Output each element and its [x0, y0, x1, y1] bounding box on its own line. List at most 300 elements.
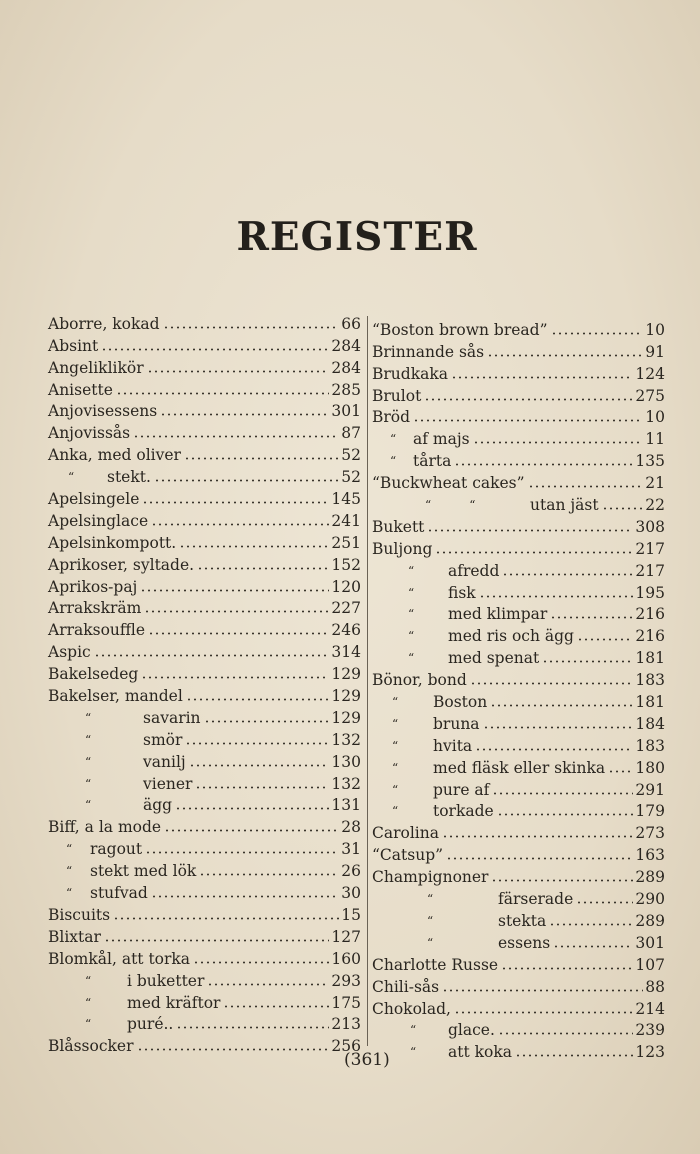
ditto-mark: “: [85, 995, 92, 1010]
ditto-mark: “ “: [425, 498, 476, 513]
dot-leader: [479, 595, 634, 598]
ditto-mark: “: [392, 695, 399, 710]
dot-leader: [140, 589, 329, 592]
entry-label: Anka, med oliver: [48, 446, 181, 465]
entry-page-number: 183: [635, 671, 665, 690]
index-entry: [372, 1018, 665, 1040]
entry-label: Aprikos-paj: [48, 577, 138, 596]
index-entry: [48, 442, 361, 464]
dot-leader: [101, 348, 329, 351]
entry-page-number: 180: [635, 758, 665, 777]
entry-label: Chokolad,: [372, 999, 451, 1018]
entry-page-number: 131: [331, 796, 361, 815]
entry-label: ägg: [143, 796, 173, 815]
ditto-mark: “: [427, 913, 434, 928]
entry-label: Arrakskräm: [48, 599, 142, 618]
ditto-mark: “: [66, 886, 73, 901]
dot-leader: [577, 638, 633, 641]
entry-page-number: 10: [645, 320, 665, 339]
entry-label: Bukett: [372, 517, 425, 536]
index-entry: [372, 996, 665, 1018]
entry-label: torkade: [433, 802, 494, 821]
index-entry: [48, 464, 361, 486]
index-entry: [372, 470, 665, 492]
index-entry: [48, 552, 361, 574]
index-entry: [372, 580, 665, 602]
index-entry: [48, 1033, 361, 1055]
entry-label: viener: [143, 774, 193, 793]
entry-page-number: 301: [635, 933, 665, 952]
index-entry: [48, 749, 361, 771]
ditto-mark: “: [66, 864, 73, 879]
page-number: (361): [344, 1050, 390, 1070]
ditto-mark: “: [410, 1023, 417, 1038]
entry-page-number: 217: [635, 561, 665, 580]
dot-leader: [553, 945, 633, 948]
index-entry: [48, 574, 361, 596]
entry-page-number: 284: [331, 336, 361, 355]
dot-leader: [193, 961, 329, 964]
ditto-mark: “: [390, 432, 397, 447]
index-entry: [48, 727, 361, 749]
entry-label: Bakelser, mandel: [48, 687, 183, 706]
ditto-mark: “: [392, 716, 399, 731]
entry-label: utan jäst: [530, 496, 599, 515]
ditto-mark: “: [408, 563, 415, 578]
entry-page-number: 129: [331, 687, 361, 706]
dot-leader: [133, 435, 339, 438]
dot-leader: [475, 748, 633, 751]
index-entry: [48, 880, 361, 902]
index-entry: [48, 836, 361, 858]
index-entry: [48, 508, 361, 530]
entry-label: att koka: [448, 1043, 512, 1062]
index-entry: [372, 492, 665, 514]
index-entry: [48, 355, 361, 377]
index-entry: [372, 317, 665, 339]
index-entry: [372, 733, 665, 755]
entry-page-number: 256: [331, 1037, 361, 1056]
dot-leader: [551, 332, 644, 335]
ditto-mark: “: [85, 1017, 92, 1032]
entry-page-number: 291: [635, 780, 665, 799]
entry-label: Bröd: [372, 408, 411, 427]
entry-label: färserade: [498, 890, 574, 909]
ditto-mark: “: [408, 607, 415, 622]
entry-label: Anisette: [48, 380, 113, 399]
entry-label: Bakelsedeg: [48, 665, 139, 684]
dot-leader: [185, 742, 329, 745]
ditto-mark: “: [408, 629, 415, 644]
entry-label: Apelsinkompott.: [48, 533, 177, 552]
entry-page-number: 91: [645, 342, 665, 361]
index-entry: [372, 711, 665, 733]
index-entry: [48, 530, 361, 552]
entry-label: Biff, a la mode: [48, 818, 162, 837]
index-entry: [48, 924, 361, 946]
dot-leader: [451, 376, 633, 379]
index-entry: [372, 602, 665, 624]
entry-label: Apelsingele: [48, 490, 140, 509]
dot-leader: [491, 879, 633, 882]
index-entry: [372, 339, 665, 361]
entry-page-number: 239: [635, 1021, 665, 1040]
index-entry: [372, 755, 665, 777]
entry-page-number: 127: [331, 927, 361, 946]
dot-leader: [502, 573, 633, 576]
dot-leader: [116, 392, 330, 395]
index-entry: [48, 377, 361, 399]
entry-page-number: 145: [331, 490, 361, 509]
entry-page-number: 181: [635, 693, 665, 712]
index-entry: [372, 536, 665, 558]
dot-leader: [483, 726, 634, 729]
index-entry: [372, 623, 665, 645]
entry-page-number: 184: [635, 714, 665, 733]
index-entry: [48, 311, 361, 333]
index-entry: [372, 645, 665, 667]
dot-leader: [204, 720, 330, 723]
index-entry: [48, 946, 361, 968]
dot-leader: [473, 441, 644, 444]
dot-leader: [442, 835, 633, 838]
entry-page-number: 107: [635, 955, 665, 974]
ditto-mark: “: [85, 776, 92, 791]
entry-label: ragout: [90, 840, 143, 859]
index-entry: [372, 930, 665, 952]
entry-page-number: 175: [331, 993, 361, 1012]
entry-label: puré..: [127, 1015, 174, 1034]
entry-label: Aspic: [48, 643, 91, 662]
entry-label: stekt.: [107, 468, 151, 487]
dot-leader: [497, 813, 634, 816]
index-entry: [372, 361, 665, 383]
dot-leader: [137, 1048, 330, 1051]
index-entry: [48, 661, 361, 683]
entry-page-number: 129: [331, 665, 361, 684]
entry-label: “Boston brown bread”: [372, 320, 548, 339]
dot-leader: [427, 529, 633, 532]
index-entry: [372, 820, 665, 842]
dot-leader: [164, 829, 339, 832]
column-divider: [367, 316, 368, 1046]
dot-leader: [492, 792, 633, 795]
entry-label: Aprikoser, syltade.: [48, 555, 195, 574]
entry-page-number: 301: [331, 402, 361, 421]
entry-page-number: 289: [635, 868, 665, 887]
entry-page-number: 26: [341, 862, 361, 881]
index-entry: [48, 705, 361, 727]
index-entry: [48, 771, 361, 793]
entry-label: “Catsup”: [372, 846, 444, 865]
index-entry: [48, 902, 361, 924]
index-entry: [372, 799, 665, 821]
entry-label: med kräftor: [127, 993, 221, 1012]
index-entry: [372, 864, 665, 886]
entry-page-number: 314: [331, 643, 361, 662]
index-entry: [48, 793, 361, 815]
entry-page-number: 293: [331, 971, 361, 990]
dot-leader: [175, 807, 329, 810]
index-entry: [372, 1039, 665, 1061]
dot-leader: [197, 567, 329, 570]
entry-page-number: 52: [341, 446, 361, 465]
ditto-mark: “: [392, 782, 399, 797]
entry-page-number: 160: [331, 949, 361, 968]
dot-leader: [207, 983, 329, 986]
entry-page-number: 135: [635, 452, 665, 471]
entry-label: “Buckwheat cakes”: [372, 474, 525, 493]
entry-label: Blixtar: [48, 927, 101, 946]
entry-label: af majs: [413, 430, 470, 449]
entry-page-number: 10: [645, 408, 665, 427]
index-entry: [48, 399, 361, 421]
entry-page-number: 216: [635, 627, 665, 646]
entry-page-number: 183: [635, 736, 665, 755]
entry-page-number: 31: [341, 840, 361, 859]
entry-page-number: 124: [635, 364, 665, 383]
entry-page-number: 132: [331, 730, 361, 749]
dot-leader: [186, 698, 330, 701]
index-entry: [48, 333, 361, 355]
entry-page-number: 181: [635, 649, 665, 668]
dot-leader: [147, 370, 330, 373]
index-entry: [48, 814, 361, 836]
entry-label: Apelsinglace: [48, 511, 149, 530]
entry-page-number: 285: [331, 380, 361, 399]
dot-leader: [104, 939, 329, 942]
entry-label: Aborre, kokad: [48, 314, 160, 333]
ditto-mark: “: [392, 738, 399, 753]
entry-page-number: 11: [645, 430, 665, 449]
dot-leader: [501, 967, 633, 970]
entry-page-number: 213: [331, 1015, 361, 1034]
entry-label: tårta: [413, 452, 452, 471]
index-entry: [372, 974, 665, 996]
dot-leader: [184, 457, 339, 460]
entry-label: Anjovissås: [48, 424, 131, 443]
index-entry: [372, 842, 665, 864]
dot-leader: [151, 895, 339, 898]
ditto-mark: “: [408, 585, 415, 600]
dot-leader: [515, 1054, 633, 1057]
index-entry: [372, 405, 665, 427]
ditto-mark: “: [85, 732, 92, 747]
ditto-mark: “: [408, 651, 415, 666]
entry-label: i buketter: [127, 971, 205, 990]
dot-leader: [424, 398, 633, 401]
entry-label: stufvad: [90, 884, 148, 903]
dot-leader: [142, 501, 329, 504]
dot-leader: [608, 770, 633, 773]
ditto-mark: “: [427, 892, 434, 907]
entry-label: fisk: [448, 583, 476, 602]
index-entry: [48, 1012, 361, 1034]
entry-page-number: 216: [635, 605, 665, 624]
entry-label: Boston: [433, 693, 488, 712]
dot-leader: [490, 704, 633, 707]
entry-label: pure af: [433, 780, 490, 799]
index-entry: [48, 683, 361, 705]
entry-page-number: 120: [331, 577, 361, 596]
entry-page-number: 273: [635, 824, 665, 843]
entry-page-number: 275: [635, 386, 665, 405]
ditto-mark: “: [392, 760, 399, 775]
entry-page-number: 130: [331, 752, 361, 771]
entry-page-number: 21: [645, 474, 665, 493]
entry-label: stekt med lök: [90, 862, 197, 881]
index-entry: [48, 990, 361, 1012]
entry-label: essens: [498, 933, 551, 952]
dot-leader: [549, 923, 633, 926]
entry-label: bruna: [433, 714, 480, 733]
entry-label: Blåssocker: [48, 1037, 134, 1056]
entry-page-number: 30: [341, 884, 361, 903]
entry-page-number: 308: [635, 517, 665, 536]
dot-leader: [576, 901, 633, 904]
entry-page-number: 195: [635, 583, 665, 602]
dot-leader: [94, 654, 330, 657]
dot-leader: [487, 354, 643, 357]
index-entry: [48, 420, 361, 442]
ditto-mark: “: [66, 842, 73, 857]
entry-label: Bönor, bond: [372, 671, 467, 690]
ditto-mark: “: [390, 454, 397, 469]
ditto-mark: “: [85, 798, 92, 813]
index-entry: [372, 558, 665, 580]
entry-label: Brinnande sås: [372, 342, 485, 361]
index-column-right: [372, 317, 665, 1061]
index-entry: [372, 886, 665, 908]
dot-leader: [195, 786, 329, 789]
entry-label: Chili-sås: [372, 977, 440, 996]
index-entry: [48, 596, 361, 618]
entry-label: Charlotte Russe: [372, 955, 499, 974]
entry-page-number: 251: [331, 533, 361, 552]
ditto-mark: “: [68, 470, 75, 485]
dot-leader: [550, 616, 633, 619]
entry-label: med spenat: [448, 649, 540, 668]
entry-page-number: 123: [635, 1043, 665, 1062]
index-entry: [372, 689, 665, 711]
entry-label: Blomkål, att torka: [48, 949, 191, 968]
entry-page-number: 289: [635, 911, 665, 930]
index-entry: [48, 639, 361, 661]
index-entry: [48, 486, 361, 508]
entry-label: Angeliklikör: [48, 358, 144, 377]
dot-leader: [528, 485, 644, 488]
entry-label: Anjovisessens: [48, 402, 158, 421]
entry-page-number: 132: [331, 774, 361, 793]
index-entry: [48, 617, 361, 639]
ditto-mark: “: [85, 973, 92, 988]
ditto-mark: “: [392, 804, 399, 819]
entry-page-number: 163: [635, 846, 665, 865]
entry-page-number: 87: [341, 424, 361, 443]
entry-page-number: 290: [635, 890, 665, 909]
entry-label: savarin: [143, 708, 201, 727]
dot-leader: [435, 551, 633, 554]
dot-leader: [145, 851, 339, 854]
dot-leader: [151, 523, 329, 526]
index-entry: [372, 448, 665, 470]
entry-label: vanilj: [143, 752, 186, 771]
entry-page-number: 214: [635, 999, 665, 1018]
dot-leader: [454, 1011, 633, 1014]
dot-leader: [442, 989, 643, 992]
dot-leader: [454, 463, 633, 466]
dot-leader: [154, 479, 339, 482]
entry-page-number: 88: [645, 977, 665, 996]
dot-leader: [163, 326, 340, 329]
dot-leader: [176, 1026, 329, 1029]
dot-leader: [113, 917, 339, 920]
entry-label: med fläsk eller skinka: [433, 758, 606, 777]
dot-leader: [179, 545, 329, 548]
entry-page-number: 217: [635, 539, 665, 558]
ditto-mark: “: [85, 754, 92, 769]
ditto-mark: “: [427, 935, 434, 950]
index-entry: [372, 777, 665, 799]
dot-leader: [160, 413, 329, 416]
entry-label: Biscuits: [48, 905, 111, 924]
entry-page-number: 179: [635, 802, 665, 821]
index-entry: [48, 968, 361, 990]
entry-label: Brulot: [372, 386, 422, 405]
entry-page-number: 246: [331, 621, 361, 640]
index-entry: [372, 908, 665, 930]
entry-label: stekta: [498, 911, 547, 930]
entry-label: Absint: [48, 336, 99, 355]
index-entry: [48, 858, 361, 880]
index-entry: [372, 426, 665, 448]
index-entry: [372, 667, 665, 689]
dot-leader: [144, 610, 329, 613]
entry-label: Brudkaka: [372, 364, 448, 383]
page-title: REGISTER: [236, 214, 478, 260]
dot-leader: [542, 660, 633, 663]
entry-label: Champignoner: [372, 868, 489, 887]
dot-leader: [413, 419, 643, 422]
dot-leader: [223, 1005, 329, 1008]
ditto-mark: “: [85, 710, 92, 725]
entry-label: afredd: [448, 561, 500, 580]
entry-label: Buljong: [372, 539, 433, 558]
dot-leader: [602, 507, 644, 510]
index-entry: [372, 514, 665, 536]
entry-label: Arraksouffle: [48, 621, 146, 640]
entry-page-number: 152: [331, 555, 361, 574]
dot-leader: [141, 676, 329, 679]
entry-label: smör: [143, 730, 183, 749]
entry-label: Carolina: [372, 824, 439, 843]
entry-page-number: 15: [341, 905, 361, 924]
entry-page-number: 28: [341, 818, 361, 837]
index-entry: [372, 952, 665, 974]
entry-page-number: 227: [331, 599, 361, 618]
entry-page-number: 52: [341, 468, 361, 487]
entry-label: med ris och ägg: [448, 627, 574, 646]
entry-page-number: 241: [331, 511, 361, 530]
entry-label: glace.: [448, 1021, 495, 1040]
entry-page-number: 22: [645, 496, 665, 515]
index-entry: [372, 383, 665, 405]
entry-label: hvita: [433, 736, 473, 755]
dot-leader: [470, 682, 634, 685]
entry-label: med klimpar: [448, 605, 548, 624]
dot-leader: [498, 1032, 634, 1035]
index-column-left: [48, 311, 361, 1055]
